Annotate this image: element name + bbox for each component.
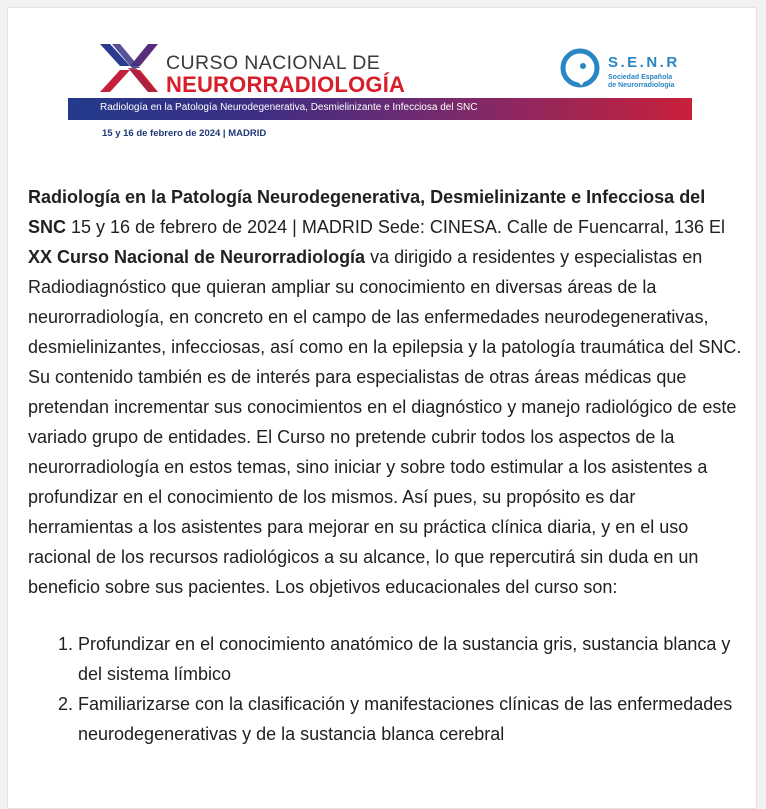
intro-paragraph <box>28 182 744 602</box>
banner-line2: NEURORRADIOLOGÍA <box>166 72 406 97</box>
banner-date: 15 y 16 de febrero de 2024 | MADRID <box>102 128 267 139</box>
senr-subtitle-line1: Sociedad Española <box>608 74 673 81</box>
senr-subtitle <box>608 74 698 90</box>
list-item: 1. Profundizar en el conocimiento anatómico de la sustancia gris, sustancia blanca y del sistema límbico <box>78 629 744 689</box>
senr-subtitle-line2: de Neurorradiología <box>608 82 675 89</box>
objectives-list <box>28 629 744 749</box>
banner-stripe-text: Radiología en la Patología Neurodegenerativa, Desmielinizante e Infecciosa del SNC <box>100 102 478 113</box>
intro-text-2: va dirigido a residentes y especialistas en Radiodiagnóstico que quieran ampliar su conocimiento en diversas áreas de la neurorradiología, en concreto en el campo de las enfermedades neurodegenerativas, desmielinizantes, infecciosas, así como en la epilepsia y la patología traumática del SNC. Su contenido también es de interés para especialistas de otras áreas médicas que pretendan incrementar sus conocimientos en el diagnóstico y manejo radiológico de este variado grupo de entidades. El Curso no pretende cubrir todos los aspectos de la neurorradiología en estos temas, sino iniciar y sobre todo estimular a los asistentes a profundizar en el conocimiento de los mismos. Así pues, su propósito es dar herramientas a los asistentes para mejorar en su práctica clínica diaria, y en el uso racional de los recursos radiológicos a su alcance, lo que repercutirá sin duda en un beneficio sobre sus pacientes. Los objetivos educacionales del curso son: <box>28 247 742 597</box>
course-description <box>28 182 744 749</box>
banner-line1: CURSO NACIONAL DE <box>166 52 381 74</box>
course-name: XX Curso Nacional de Neurorradiología <box>28 247 366 267</box>
list-item: 2. Familiarizarse con la clasificación y manifestaciones clínicas de las enfermedades neurodegenerativas y de la sustancia blanca cerebral <box>78 689 744 749</box>
senr-name: S.E.N.R <box>608 54 680 71</box>
xx-logo <box>100 42 160 94</box>
intro-text-1: 15 y 16 de febrero de 2024 | MADRID Sede: CINESA. Calle de Fuencarral, 136 El <box>66 217 726 237</box>
senr-head-icon <box>558 46 602 90</box>
course-banner <box>68 36 698 146</box>
email-card <box>7 7 757 809</box>
course-title: Radiología en la Patología Neurodegenerativa, Desmielinizante e Infecciosa del SNC <box>28 187 706 237</box>
